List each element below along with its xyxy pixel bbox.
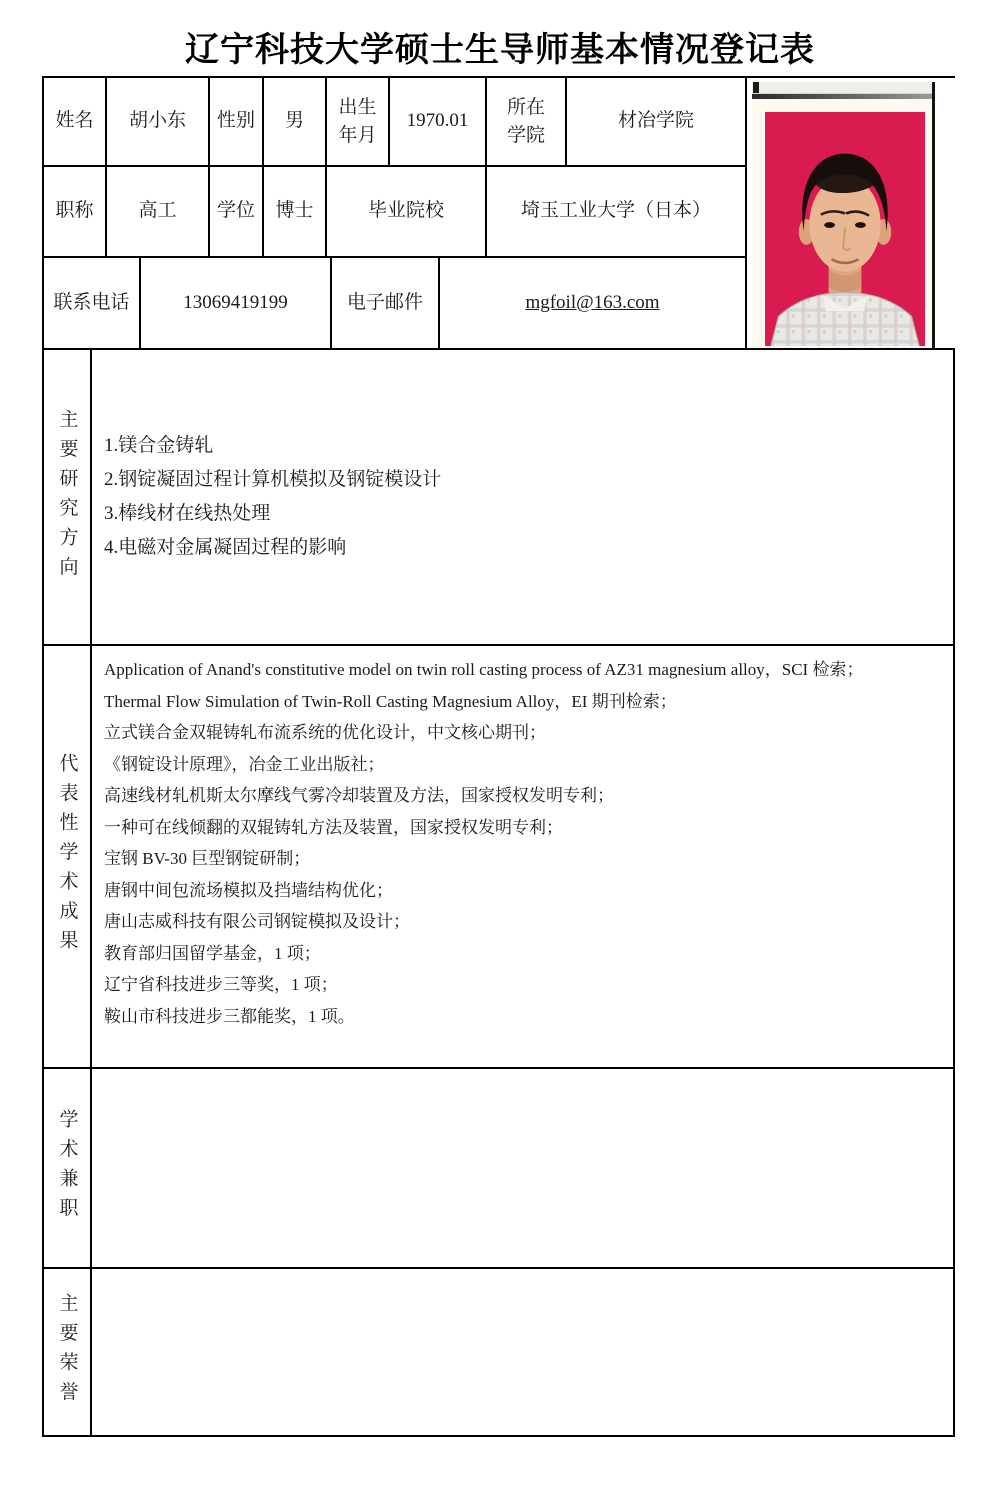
section-main-honors: [44, 1267, 955, 1435]
email-label: 电子邮件: [332, 258, 440, 348]
positions-label: 学术兼职: [56, 1109, 78, 1227]
gender-value: 男: [264, 78, 327, 165]
scan-artifact-tick: [753, 82, 759, 93]
section-academic-positions: [44, 1067, 955, 1267]
achievement-item: Application of Anand's constitutive model on twin roll casting process of AZ31 magnesium alloy，SCI 检索；: [104, 660, 864, 679]
achievement-item: Thermal Flow Simulation of Twin-Roll Casting Magnesium Alloy，EI 期刊检索；: [104, 691, 677, 711]
college-value: 材冶学院: [567, 78, 747, 165]
school-label: 毕业院校: [327, 167, 487, 256]
achievements-label-cell: [44, 646, 92, 1067]
achievements-label: 代表性学术成果: [56, 753, 78, 960]
honors-label: 主要荣誉: [56, 1293, 78, 1411]
research-item: 1.镁合金铸轧: [104, 435, 214, 456]
name-value: 胡小东: [107, 78, 210, 165]
achievements-content: [92, 646, 953, 1067]
table-row-identity: [44, 78, 747, 167]
positions-content: [92, 1069, 953, 1267]
school-value: 埼玉工业大学（日本）: [487, 167, 747, 256]
basic-info-grid: [44, 78, 747, 348]
phone-value: 13069419199: [141, 258, 332, 348]
achievement-item: 一种可在线倾翻的双辊铸轧方法及装置，国家授权发明专利；: [104, 817, 563, 837]
achievement-item: 鞍山市科技进步三都能奖，1 项。: [104, 1006, 355, 1026]
basic-info-section: [44, 78, 955, 348]
achievement-item: 辽宁省科技进步三等奖，1 项；: [104, 975, 338, 994]
section-research: [44, 348, 955, 644]
job-title-label: 职称: [44, 167, 107, 256]
degree-value: 博士: [264, 167, 327, 256]
table-row-contact: [44, 258, 747, 348]
achievement-item: 宝钢 BV-30 巨型钢锭研制；: [104, 849, 311, 868]
scan-artifact-line: [752, 94, 932, 99]
email-value[interactable]: [440, 258, 747, 348]
research-item: 3.棒线材在线热处理: [104, 503, 271, 524]
research-content: [92, 350, 953, 644]
photo-cell: [747, 78, 955, 348]
honors-content: [92, 1269, 953, 1435]
job-title-value: 高工: [107, 167, 210, 256]
photo-scan-area: [752, 82, 935, 348]
degree-label: 学位: [210, 167, 264, 256]
honors-label-cell: [44, 1269, 92, 1435]
name-label: 姓名: [44, 78, 107, 165]
scan-artifact-strip: [752, 82, 932, 94]
registration-form-table: [42, 76, 955, 1437]
page-title: 辽宁科技大学硕士生导师基本情况登记表: [185, 32, 815, 69]
achievement-item: 高速线材轧机斯太尔摩线气雾冷却装置及方法，国家授权发明专利；: [104, 786, 614, 805]
email-link[interactable]: mgfoil@163.com: [525, 291, 660, 313]
college-label: 所在学院: [487, 78, 567, 165]
table-row-title-degree: [44, 167, 747, 258]
birth-value: 1970.01: [390, 78, 487, 165]
positions-label-cell: [44, 1069, 92, 1267]
section-achievements: [44, 644, 955, 1067]
portrait-illustration: [765, 112, 925, 346]
research-item: 2.钢锭凝固过程计算机模拟及钢锭模设计: [104, 469, 442, 490]
achievement-item: 唐山志威科技有限公司钢锭模拟及设计；: [104, 912, 410, 931]
phone-label: 联系电话: [44, 258, 141, 348]
gender-label: 性别: [210, 78, 264, 165]
achievement-item: 立式镁合金双辊铸轧布流系统的优化设计，中文核心期刊；: [104, 723, 546, 742]
research-label: 主要研究方向: [56, 408, 78, 586]
achievement-item: 教育部归国留学基金，1 项；: [104, 943, 321, 963]
achievement-item: 《钢锭设计原理》，冶金工业出版社；: [104, 754, 385, 774]
birth-label: 出生年月: [327, 78, 390, 165]
id-photo: [765, 112, 925, 346]
research-label-cell: [44, 350, 92, 644]
achievement-item: 唐钢中间包流场模拟及挡墙结构优化；: [104, 880, 393, 900]
research-item: 4.电磁对金属凝固过程的影响: [104, 537, 347, 558]
